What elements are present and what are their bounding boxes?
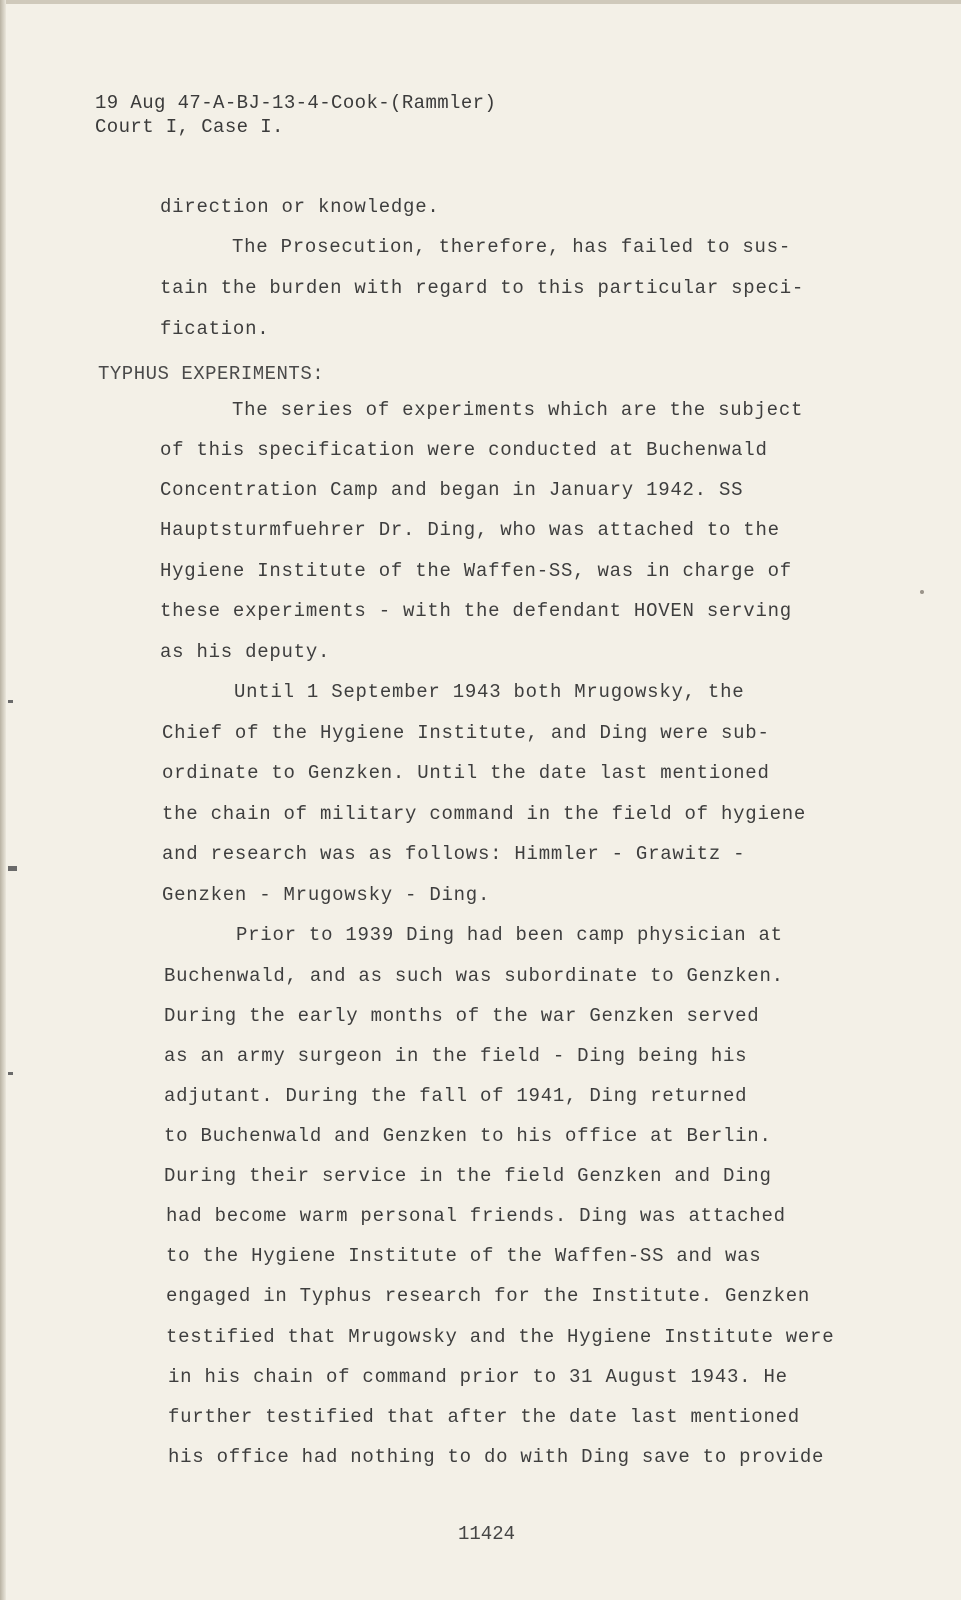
header-court: Court I, Case I.	[95, 116, 284, 138]
body-line: as an army surgeon in the field - Ding being his	[164, 1045, 748, 1067]
body-line: to Buchenwald and Genzken to his office at Berlin.	[164, 1125, 772, 1147]
body-line: testified that Mrugowsky and the Hygiene Institute were	[166, 1326, 835, 1348]
header-reference: 19 Aug 47-A-BJ-13-4-Cook-(Rammler)	[95, 92, 497, 114]
body-line: his office had nothing to do with Ding save to provide	[168, 1446, 825, 1468]
margin-mark	[8, 700, 13, 703]
page-number: 11424	[458, 1523, 516, 1545]
body-line: Chief of the Hygiene Institute, and Ding were sub-	[162, 722, 770, 744]
body-line: fication.	[160, 318, 270, 340]
body-line: and research was as follows: Himmler - Grawitz -	[162, 843, 746, 865]
body-line: Prior to 1939 Ding had been camp physician at	[236, 924, 783, 946]
body-line: in his chain of command prior to 31 August 1943. He	[168, 1366, 788, 1388]
body-line: Hauptsturmfuehrer Dr. Ding, who was attached to the	[160, 519, 780, 541]
body-line: adjutant. During the fall of 1941, Ding returned	[164, 1085, 748, 1107]
body-line: ordinate to Genzken. Until the date last mentioned	[162, 762, 770, 784]
body-line: direction or knowledge.	[160, 196, 440, 218]
section-heading: TYPHUS EXPERIMENTS:	[98, 363, 325, 385]
margin-mark	[8, 1072, 13, 1075]
body-line: to the Hygiene Institute of the Waffen-SS and was	[166, 1245, 762, 1267]
body-line: the chain of military command in the field of hygiene	[162, 803, 807, 825]
body-line: The series of experiments which are the subject	[232, 399, 804, 421]
page-left-edge	[0, 0, 6, 1600]
body-line: tain the burden with regard to this particular speci-	[160, 277, 805, 299]
margin-mark	[8, 866, 17, 871]
body-line: The Prosecution, therefore, has failed to sus-	[232, 236, 791, 258]
body-line: Buchenwald, and as such was subordinate to Genzken.	[164, 965, 784, 987]
body-line: Until 1 September 1943 both Mrugowsky, the	[234, 681, 745, 703]
body-line: had become warm personal friends. Ding was attached	[166, 1205, 786, 1227]
body-line: Hygiene Institute of the Waffen-SS, was in charge of	[160, 560, 792, 582]
body-line: engaged in Typhus research for the Institute. Genzken	[166, 1285, 811, 1307]
page-top-edge	[0, 0, 961, 4]
speck-mark	[920, 590, 924, 594]
body-line: During the early months of the war Genzken served	[164, 1005, 760, 1027]
body-line: During their service in the field Genzken and Ding	[164, 1165, 772, 1187]
body-line: Concentration Camp and began in January 1942. SS	[160, 479, 744, 501]
body-line: as his deputy.	[160, 641, 331, 663]
body-line: of this specification were conducted at Buchenwald	[160, 439, 768, 461]
body-line: Genzken - Mrugowsky - Ding.	[162, 884, 491, 906]
body-line: further testified that after the date last mentioned	[168, 1406, 800, 1428]
body-line: these experiments - with the defendant HOVEN serving	[160, 600, 792, 622]
